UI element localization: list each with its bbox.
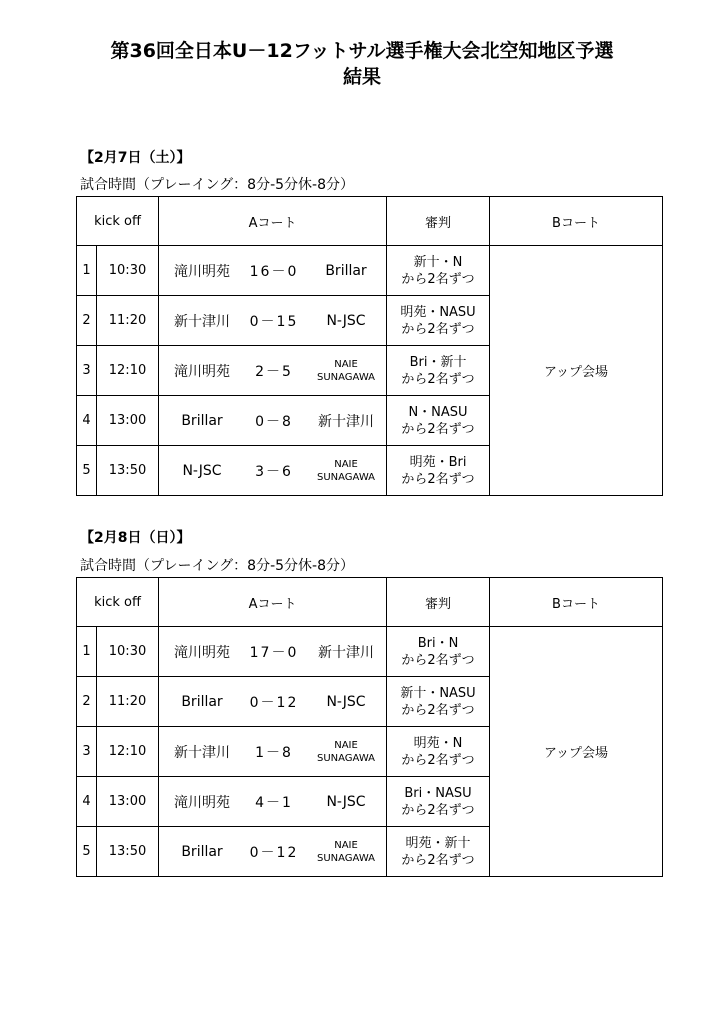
a-court-match (159, 396, 387, 446)
home-team: 新十津川 (174, 313, 231, 330)
day2-subtitle: 試合時間（プレーイング：8分-5分休-8分） (80, 558, 354, 574)
match-score: 3－6 (255, 463, 293, 480)
kickoff-time: 10:30 (97, 627, 159, 677)
a-court-match (159, 346, 387, 396)
kickoff-time: 12:10 (97, 727, 159, 777)
page-title-line2: 結果 (342, 66, 381, 88)
home-team: Brillar (181, 843, 223, 860)
kickoff-time: 12:10 (97, 346, 159, 396)
header-referee: 審判 (387, 197, 490, 246)
a-court-match (159, 727, 387, 777)
away-team: N-JSC (326, 312, 366, 329)
match-score: 4－1 (255, 794, 293, 811)
home-team: N-JSC (182, 462, 222, 479)
away-team: 新十津川 (318, 644, 375, 661)
referee-cell: N・NASU から2名ずつ (387, 396, 490, 446)
kickoff-time: 13:50 (97, 827, 159, 877)
referee-cell: 明苑・Bri から2名ずつ (387, 446, 490, 496)
away-team: 新十津川 (318, 413, 375, 430)
referee-cell: 明苑・N から2名ずつ (387, 727, 490, 777)
match-score: 2－5 (255, 363, 293, 380)
match-score: 17－0 (249, 644, 299, 661)
home-team: 滝川明苑 (174, 644, 231, 661)
b-court-note: アップ会場 (490, 246, 663, 496)
match-score: 0－12 (249, 694, 299, 711)
table-header-row (77, 197, 663, 246)
match-number: 5 (77, 827, 97, 877)
day1-schedule-table (76, 196, 663, 496)
match-number: 1 (77, 246, 97, 296)
kickoff-time: 13:00 (97, 777, 159, 827)
match-number: 4 (77, 396, 97, 446)
away-team: NAIE SUNAGAWA (316, 739, 376, 764)
referee-cell: Bri・N から2名ずつ (387, 627, 490, 677)
match-number: 3 (77, 727, 97, 777)
kickoff-time: 10:30 (97, 246, 159, 296)
match-number: 5 (77, 446, 97, 496)
home-team: Brillar (181, 693, 223, 710)
header-b-court: Bコート (490, 578, 663, 627)
match-score: 0－8 (255, 413, 293, 430)
a-court-match (159, 627, 387, 677)
table-row (77, 246, 663, 296)
a-court-match (159, 246, 387, 296)
match-number: 1 (77, 627, 97, 677)
a-court-match (159, 296, 387, 346)
away-team: NAIE SUNAGAWA (316, 458, 376, 483)
day2-date: 【2月8日（日）】 (80, 530, 191, 546)
referee-cell: 新十・N から2名ずつ (387, 246, 490, 296)
referee-cell: 明苑・新十 から2名ずつ (387, 827, 490, 877)
kickoff-time: 13:50 (97, 446, 159, 496)
kickoff-time: 11:20 (97, 677, 159, 727)
referee-cell: 新十・NASU から2名ずつ (387, 677, 490, 727)
match-number: 2 (77, 296, 97, 346)
a-court-match (159, 777, 387, 827)
match-number: 2 (77, 677, 97, 727)
header-a-court: Aコート (159, 197, 387, 246)
home-team: 滝川明苑 (174, 263, 231, 280)
header-kickoff: kick off (77, 197, 159, 246)
home-team: 滝川明苑 (174, 794, 231, 811)
table-row (77, 627, 663, 677)
a-court-match (159, 827, 387, 877)
away-team: NAIE SUNAGAWA (316, 358, 376, 383)
a-court-match (159, 677, 387, 727)
kickoff-time: 11:20 (97, 296, 159, 346)
home-team: Brillar (181, 412, 223, 429)
referee-cell: Bri・新十 から2名ずつ (387, 346, 490, 396)
away-team: Brillar (325, 262, 367, 279)
header-kickoff: kick off (77, 578, 159, 627)
header-b-court: Bコート (490, 197, 663, 246)
table-header-row (77, 578, 663, 627)
header-referee: 審判 (387, 578, 490, 627)
day1-date: 【2月7日（土）】 (80, 150, 191, 166)
match-score: 0－15 (249, 313, 299, 330)
a-court-match (159, 446, 387, 496)
kickoff-time: 13:00 (97, 396, 159, 446)
page-title: 第36回全日本U－12フットサル選手権大会北空知地区予選 (110, 40, 614, 62)
day2-schedule-table (76, 577, 663, 877)
home-team: 新十津川 (174, 744, 231, 761)
day1-subtitle: 試合時間（プレーイング：8分-5分休-8分） (80, 177, 354, 193)
referee-cell: Bri・NASU から2名ずつ (387, 777, 490, 827)
match-score: 0－12 (249, 844, 299, 861)
header-a-court: Aコート (159, 578, 387, 627)
b-court-note: アップ会場 (490, 627, 663, 877)
match-score: 1－8 (255, 744, 293, 761)
away-team: N-JSC (326, 693, 366, 710)
away-team: NAIE SUNAGAWA (316, 839, 376, 864)
home-team: 滝川明苑 (174, 363, 231, 380)
match-number: 4 (77, 777, 97, 827)
match-number: 3 (77, 346, 97, 396)
referee-cell: 明苑・NASU から2名ずつ (387, 296, 490, 346)
away-team: N-JSC (326, 793, 366, 810)
match-score: 16－0 (249, 263, 299, 280)
